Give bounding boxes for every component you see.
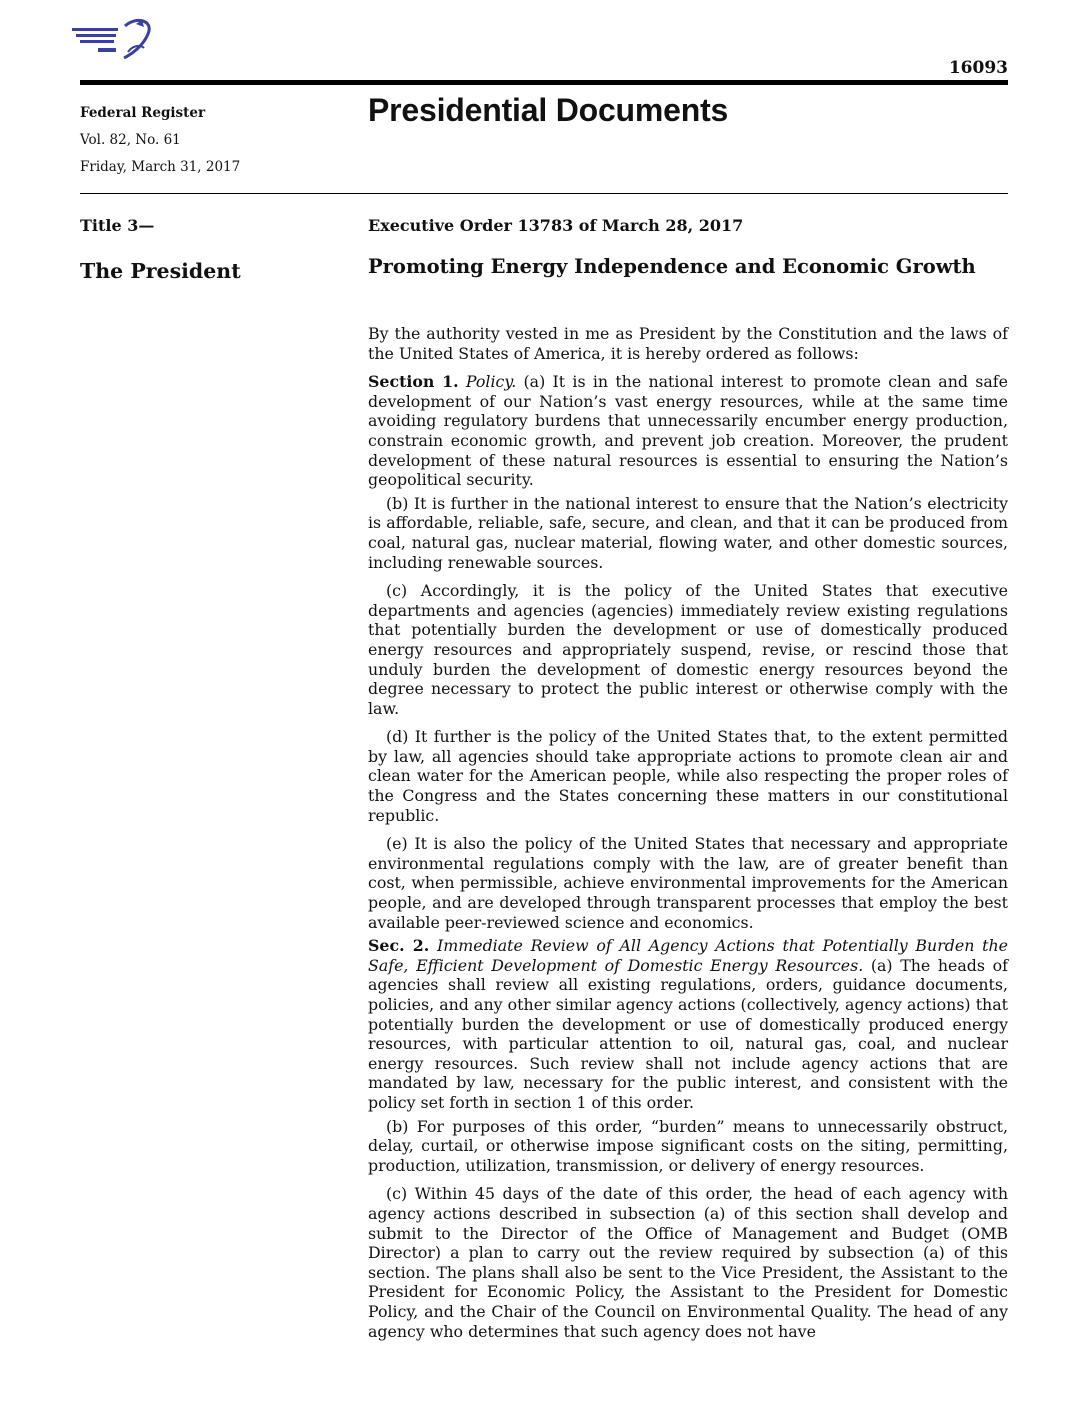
masthead: [80, 100, 340, 181]
section-1-label: Section 1.: [368, 372, 459, 392]
section-1-paragraph-c: (c) Accordingly, it is the policy of the United States that executive departments and agencies (agencies) immediately review existing regulations that potentially burden the development or use of domestically produced energy resources and appropriately suspend, revise, or rescind those that unduly burden the development of domestic energy resources beyond the degree necessary to protect the public interest or otherwise comply with the law.: [368, 581, 1008, 718]
title-column: [80, 216, 350, 283]
register-name: Federal Register: [80, 105, 206, 121]
order-body: [368, 324, 1008, 1350]
section-1-paragraph-b: (b) It is further in the national interest to ensure that the Nation’s electricity is affordable, reliable, safe, secure, and clean, and that it can be produced from coal, natural gas, nuclear material, flowing water, and other domestic sources, including renewable sources.: [368, 493, 1008, 572]
publication-date: Friday, March 31, 2017: [80, 159, 241, 175]
section-1-text-a: (a) It is in the national interest to promote clean and safe development of our Nation’s vast energy resources, while at the same time avoiding regulatory burdens that unnecessarily encumber energy production, constrain economic growth, and prevent job creation. Moreover, the prudent development of these natural resources is essential to ensuring the Nation’s geopolitical security.: [368, 372, 1008, 490]
executive-order-title: Promoting Energy Independence and Economic Growth: [368, 255, 976, 278]
executive-order-number: Executive Order 13783 of March 28, 2017: [368, 216, 744, 235]
section-1-paragraph-e: (e) It is also the policy of the United States that necessary and appropriate environmental regulations comply with the law, are of greater benefit than cost, when permissible, achieve environmental improvements for the American people, and are developed through transparent processes that employ the best available peer-reviewed science and economics.: [368, 834, 1008, 932]
section-1-paragraph-d: (d) It further is the policy of the United States that, to the extent permitted by law, all agencies should take appropriate actions to promote clean air and clean water for the American people, while also respecting the proper roles of the Congress and the States concerning these matters in our constitutional republic.: [368, 727, 1008, 825]
section-2-heading: Immediate Review of All Agency Actions that Potentially Burden the Safe, Efficient Development of Domestic Energy Resources.: [368, 936, 1008, 975]
section-1-heading: Policy.: [465, 372, 517, 392]
document-heading: Presidential Documents: [368, 92, 729, 128]
section-1-paragraph-a: [368, 372, 1008, 490]
section-2-paragraph-b: (b) For purposes of this order, “burden” means to unnecessarily obstruct, delay, curtail, or otherwise impose significant costs on the siting, permitting, production, utilization, transmission, or delivery of energy resources.: [368, 1116, 1008, 1175]
header-rule: [80, 80, 1008, 85]
section-2-label: Sec. 2.: [368, 936, 430, 956]
section-rule: [80, 193, 1008, 194]
section-2-text-a: (a) The heads of agencies shall review all existing regulations, orders, guidance documents, policies, and any other similar agency actions (collectively, agency actions) that potentially burden the development or use of domestically produced energy resources, with particular attention to oil, natural gas, coal, and nuclear energy resources. Such review shall not include agency actions that are mandated by law, necessary for the public interest, and consistent with the policy set forth in section 1 of this order.: [368, 955, 1008, 1112]
page-number: 16093: [948, 58, 1008, 78]
order-header: [368, 216, 1008, 278]
section-2-paragraph-c: (c) Within 45 days of the date of this order, the head of each agency with agency actions described in subsection (a) of this section shall develop and submit to the Director of the Office of Management and Budget (OMB Director) a plan to carry out the review required by subsection (a) of this section. The plans shall also be sent to the Vice President, the Assistant to the President for Economic Policy, the Assistant to the President for Domestic Policy, and the Chair of the Council on Environmental Quality. The head of any agency who determines that such agency does not have: [368, 1184, 1008, 1341]
title-label: Title 3—: [80, 216, 155, 235]
section-2-paragraph-a: [368, 936, 1008, 1112]
intro-paragraph: By the authority vested in me as President by the Constitution and the laws of the United States of America, it is hereby ordered as follows:: [368, 324, 1008, 363]
president-label: The President: [80, 259, 241, 283]
volume-number: Vol. 82, No. 61: [80, 132, 181, 148]
gpo-authentication-logo: [70, 18, 156, 62]
